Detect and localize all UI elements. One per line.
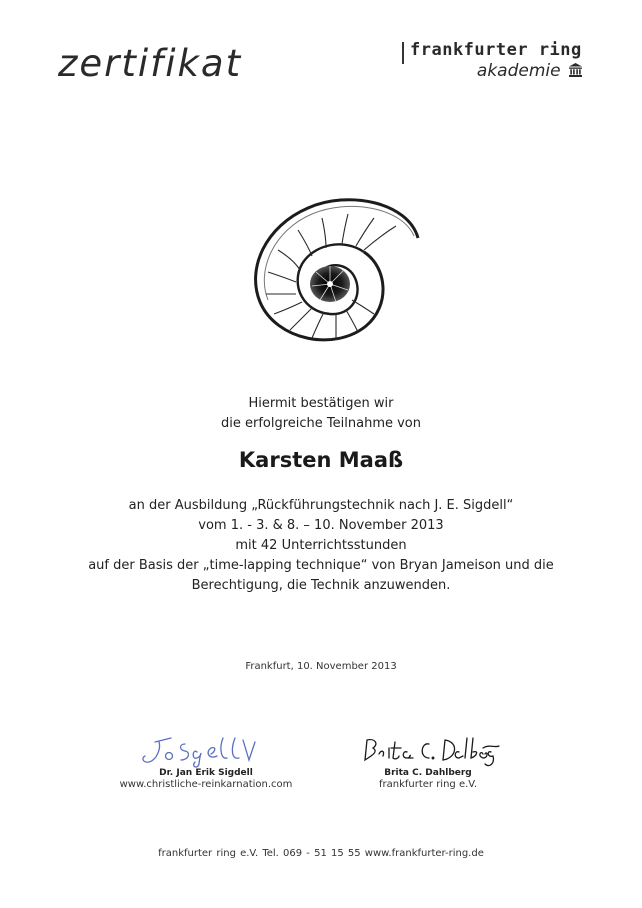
course-details <box>0 496 642 596</box>
certificate-title: zertifikat <box>58 42 243 85</box>
logo-name: frankfurter ring <box>410 40 582 60</box>
course-line: mit 42 Unterrichtsstunden <box>235 538 407 553</box>
building-columns-icon <box>569 62 582 82</box>
intro-line: Hiermit bestätigen wir <box>248 396 394 411</box>
intro-line: die erfolgreiche Teilnahme von <box>221 416 421 431</box>
course-line: vom 1. - 3. & 8. – 10. November 2013 <box>198 518 444 533</box>
handwritten-signature <box>131 734 281 768</box>
logo-subtitle-text: akademie <box>476 61 561 81</box>
signature-block-sigdell <box>96 734 316 790</box>
logo-divider <box>402 42 404 64</box>
course-line: Berechtigung, die Technik anzuwenden. <box>191 578 451 593</box>
intro-text <box>0 394 642 434</box>
recipient-name: Karsten Maaß <box>238 448 404 472</box>
signatory-name: Brita C. Dahlberg <box>384 768 472 778</box>
spiral-shell-icon <box>238 190 422 350</box>
place-date: Frankfurt, 10. November 2013 <box>245 661 397 672</box>
course-line: auf der Basis der „time-lapping technique“ von Bryan Jameison und die <box>88 558 554 573</box>
logo-subtitle <box>477 61 582 82</box>
handwritten-signature <box>353 734 503 768</box>
signatory-organization: frankfurter ring e.V. <box>378 779 478 790</box>
academy-logo <box>402 40 582 88</box>
signature-block-dahlberg <box>318 734 538 790</box>
signatory-website: www.christliche-reinkarnation.com <box>119 779 293 790</box>
signatory-name: Dr. Jan Erik Sigdell <box>159 768 253 778</box>
footer-contact: frankfurter ring e.V. Tel. 069 - 51 15 55 www.frankfurter-ring.de <box>158 848 484 859</box>
course-line: an der Ausbildung „Rückführungstechnik nach J. E. Sigdell“ <box>128 498 514 513</box>
